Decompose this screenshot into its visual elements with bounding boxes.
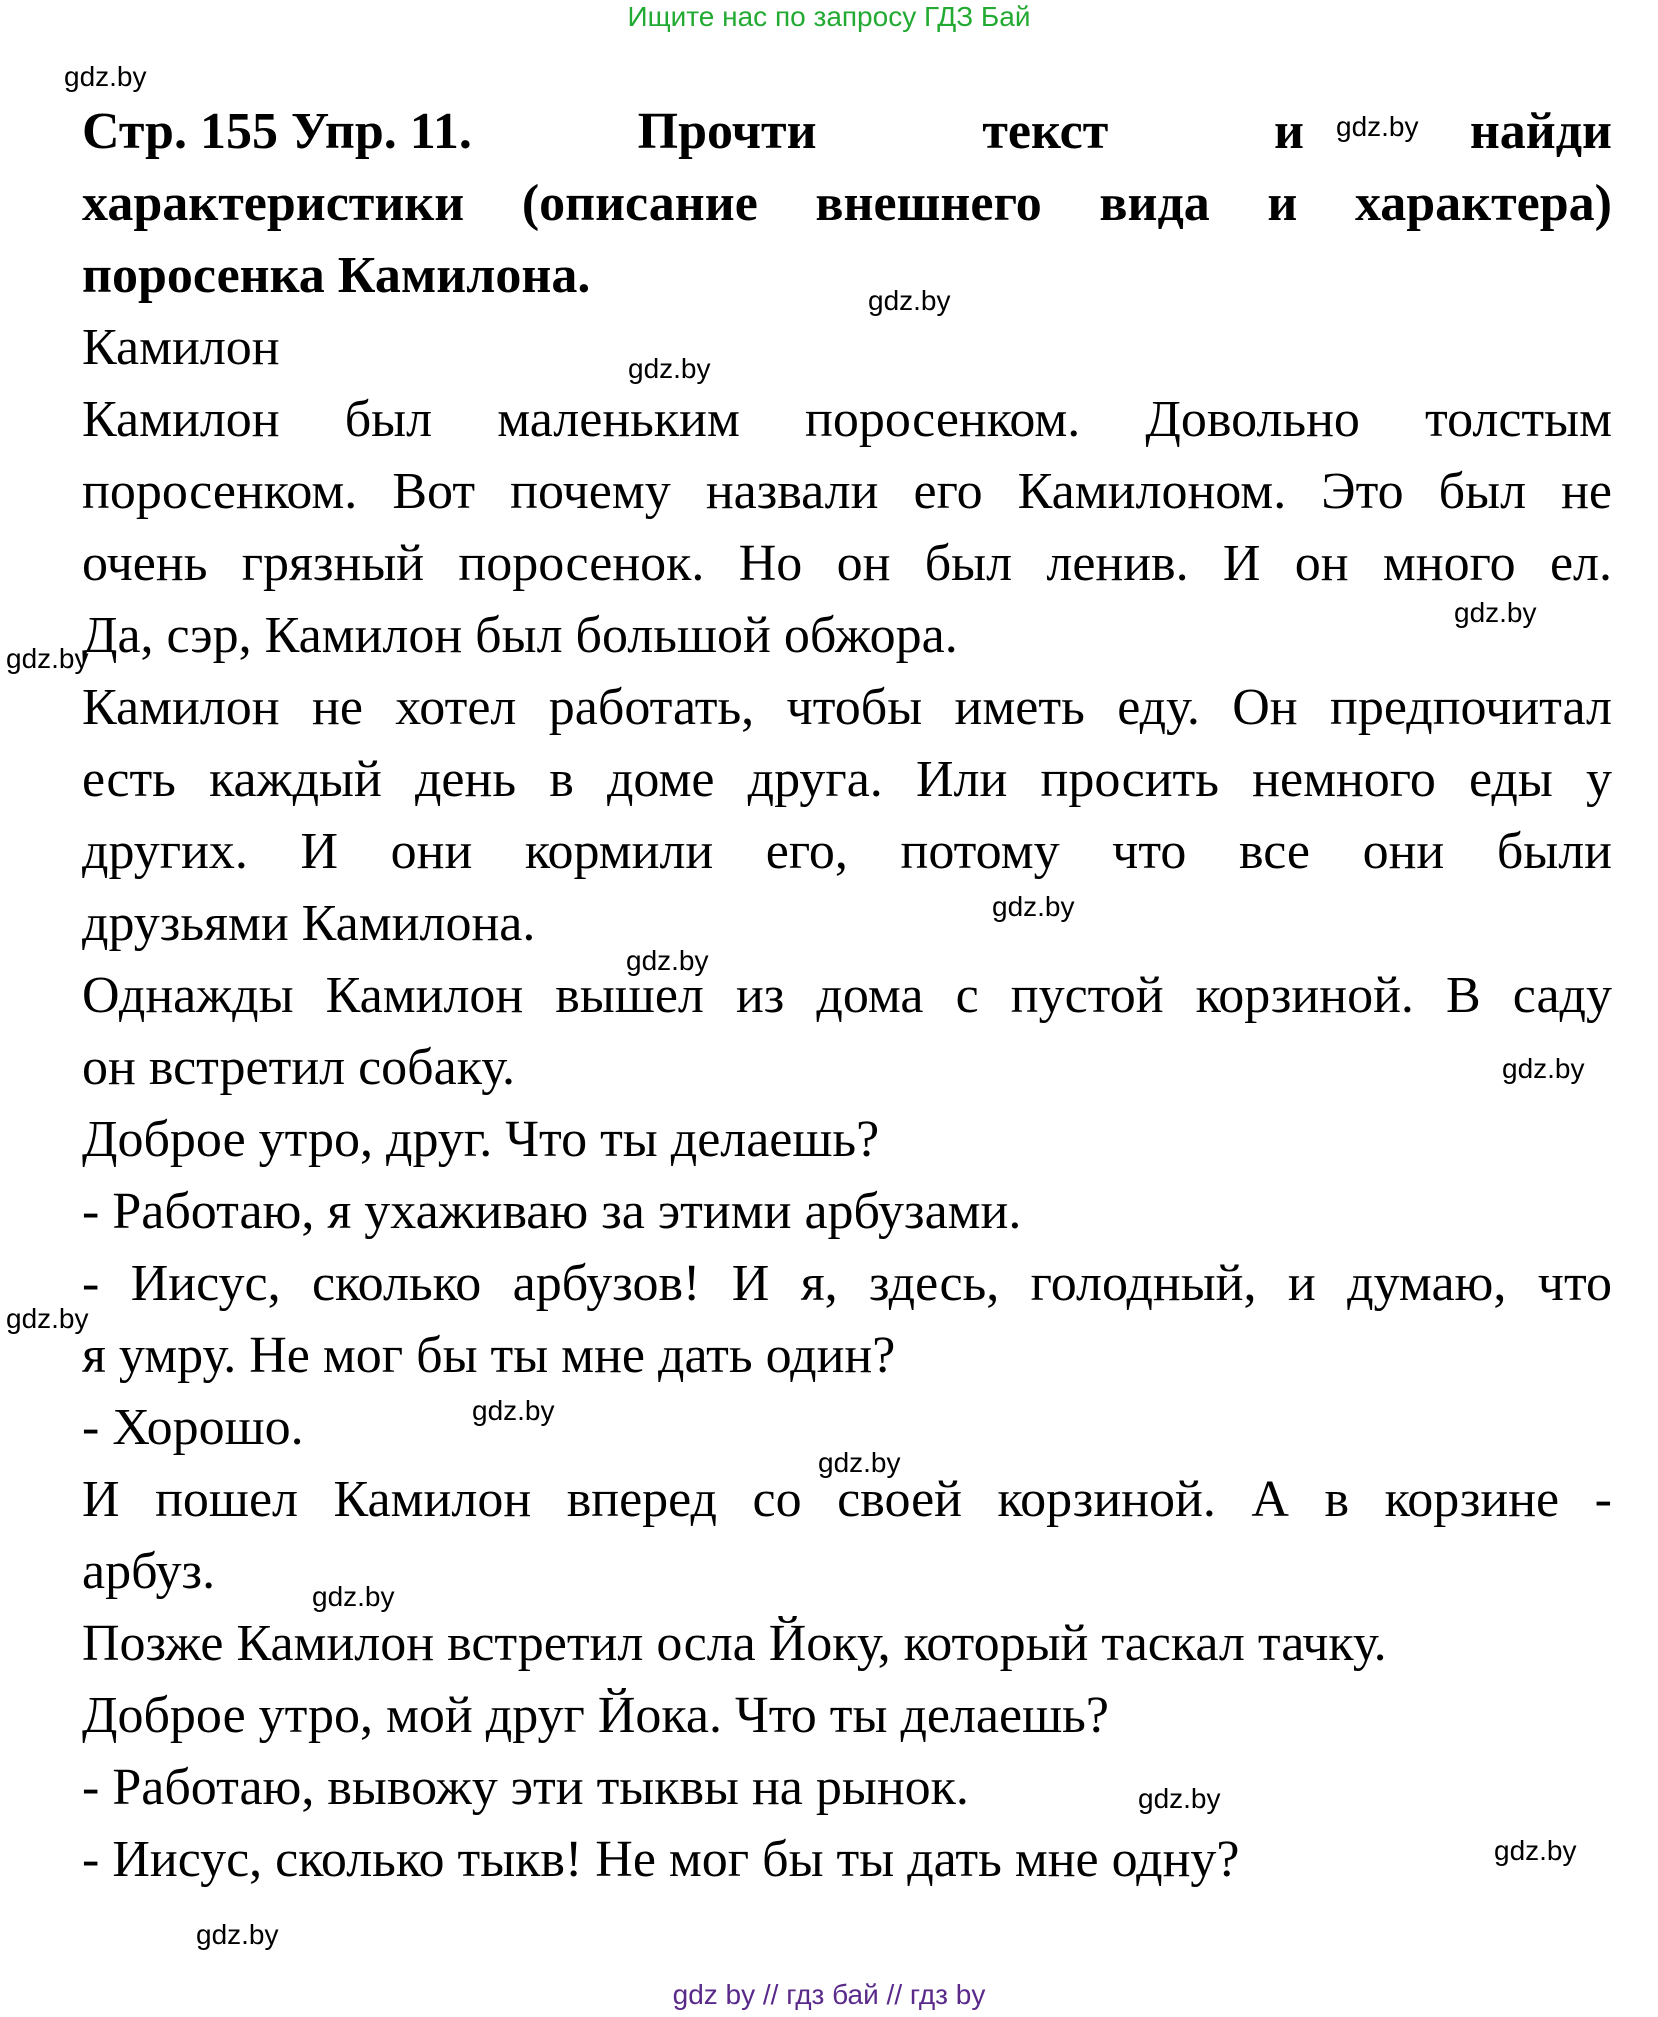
heading-line-1 (82, 96, 1612, 168)
top-banner: Ищите нас по запросу ГДЗ Бай (627, 1, 1031, 32)
story-line: я умру. Не мог бы ты мне дать один? (82, 1327, 896, 1384)
watermark: gdz.by (312, 1581, 395, 1612)
watermark: gdz.by (868, 285, 951, 316)
document-body (82, 96, 1612, 1896)
story-line: Да, сэр, Камилон был большой обжора. (82, 607, 958, 664)
story-line: - Работаю, вывожу эти тыквы на рынок. (82, 1759, 969, 1816)
story-line: есть каждый день в доме друга. Или просить немного еды у (82, 751, 1612, 808)
watermark: gdz.by (818, 1447, 901, 1478)
watermark: gdz.by (64, 61, 147, 92)
exercise-heading (82, 96, 1612, 312)
watermark: gdz.by (628, 353, 711, 384)
footer-links: gdz by // гдз бай // гдз by (672, 1979, 986, 2010)
story-line: арбуз. (82, 1543, 216, 1600)
watermark: gdz.by (1138, 1783, 1221, 1814)
story-line: - Работаю, я ухаживаю за этими арбузами. (82, 1183, 1022, 1240)
story-line: И пошел Камилон вперед со своей корзиной. А в корзине - (82, 1471, 1612, 1528)
story-line: Камилон был маленьким поросенком. Довольно толстым (82, 391, 1612, 448)
heading-word: и (1274, 103, 1305, 160)
story-line: - Иисус, сколько арбузов! И я, здесь, голодный, и думаю, что (82, 1255, 1612, 1312)
watermark: gdz.by (1494, 1835, 1577, 1866)
story-line: - Хорошо. (82, 1399, 304, 1456)
watermark: gdz.by (472, 1395, 555, 1426)
watermark: gdz.by (1454, 597, 1537, 628)
story-line: других. И они кормили его, потому что все они были (82, 823, 1612, 880)
heading-word: текст (982, 103, 1109, 160)
story-line: он встретил собаку. (82, 1039, 516, 1096)
heading-word: найди (1469, 103, 1612, 160)
story-line: Однажды Камилон вышел из дома с пустой корзиной. В саду (82, 967, 1612, 1024)
story-line: Позже Камилон встретил осла Йоку, который таскал тачку. (82, 1615, 1387, 1672)
watermark: gdz.by (992, 891, 1075, 922)
story-title: Камилон (82, 319, 280, 376)
watermark: gdz.by (1502, 1053, 1585, 1084)
watermark: gdz.by (196, 1919, 279, 1950)
watermark: gdz.by (6, 1303, 89, 1334)
heading-page-ref: Стр. 155 Упр. 11. (82, 103, 472, 160)
watermark: gdz.by (6, 643, 89, 674)
story-line: Доброе утро, мой друг Йока. Что ты делаешь? (82, 1687, 1109, 1744)
watermark: gdz.by (626, 945, 709, 976)
story-line: друзьями Камилона. (82, 895, 536, 952)
story-line: - Иисус, сколько тыкв! Не мог бы ты дать мне одну? (82, 1831, 1240, 1888)
story-line: очень грязный поросенок. Но он был ленив. И он много ел. (82, 535, 1612, 592)
heading-rest: характеристики (описание внешнего вида и характера) поросенка Камилона. (82, 175, 1612, 304)
watermark: gdz.by (1336, 111, 1419, 142)
heading-word: Прочти (637, 103, 817, 160)
story-line: Доброе утро, друг. Что ты делаешь? (82, 1111, 880, 1168)
story-line: Камилон не хотел работать, чтобы иметь еду. Он предпочитал (82, 679, 1612, 736)
story-line: поросенком. Вот почему назвали его Камилоном. Это был не (82, 463, 1612, 520)
